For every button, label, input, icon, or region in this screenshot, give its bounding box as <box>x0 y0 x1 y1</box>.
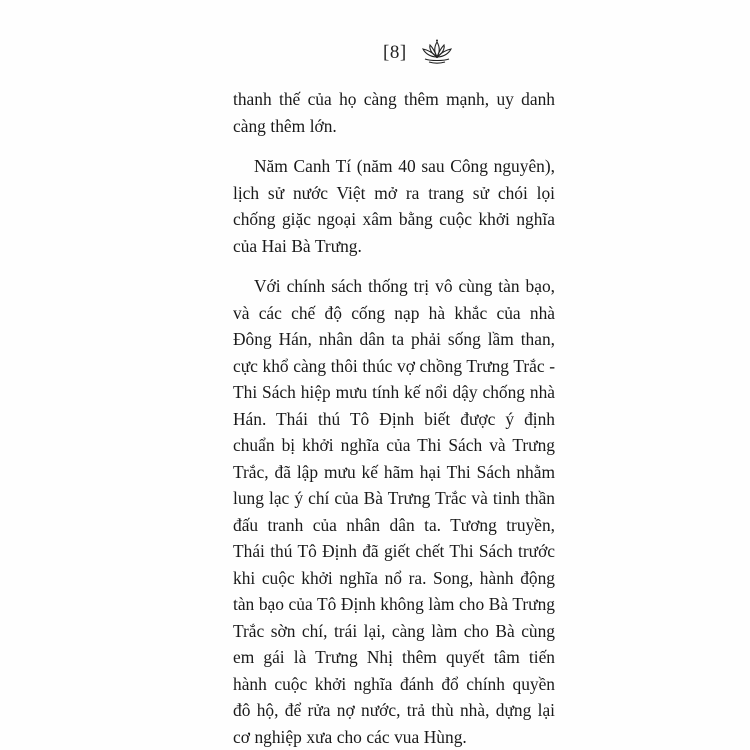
paragraph-continuation: thanh thế của họ càng thêm mạnh, uy danh càng thêm lớn. <box>233 89 555 136</box>
page-header <box>0 38 750 68</box>
lotus-icon <box>420 38 454 66</box>
paragraph: Năm Canh Tí (năm 40 sau Công nguyên), lịch sử nước Việt mở ra trang sử chói lọi chống giặc ngoại xâm bằng cuộc khởi nghĩa của Hai Bà Trưng. <box>233 156 555 256</box>
paragraph: Với chính sách thống trị vô cùng tàn bạo, và các chế độ cống nạp hà khắc của nhà Đông Hán, nhân dân ta phải sống lầm than, cực khổ càng thôi thúc vợ chồng Trưng Trắc - Thi Sách hiệp mưu tính kế nổi dậy chống nhà Hán. Thái thú Tô Định biết được ý định chuẩn bị khởi nghĩa của Thi Sách và Trưng Trắc, đã lập mưu kế hãm hại Thi Sách nhằm lung lạc ý chí của Bà Trưng Trắc và tinh thần đấu tranh của nhân dân ta. Tương truyền, Thái thú Tô Định đã giết chết Thi Sách trước khi cuộc khởi nghĩa nổ ra. Song, hành động tàn bạo của Tô Định không làm cho Bà Trưng Trắc sờn chí, trái lại, càng làm cho Bà cùng em gái là Trưng Nhị thêm quyết tâm tiến hành cuộc khởi nghĩa đánh đổ chính quyền đô hộ, để rửa nợ nước, trả thù nhà, dựng lại cơ nghiệp xưa cho các vua Hùng. <box>233 276 555 747</box>
body-text <box>233 86 555 750</box>
page-number: [8] <box>383 42 407 63</box>
